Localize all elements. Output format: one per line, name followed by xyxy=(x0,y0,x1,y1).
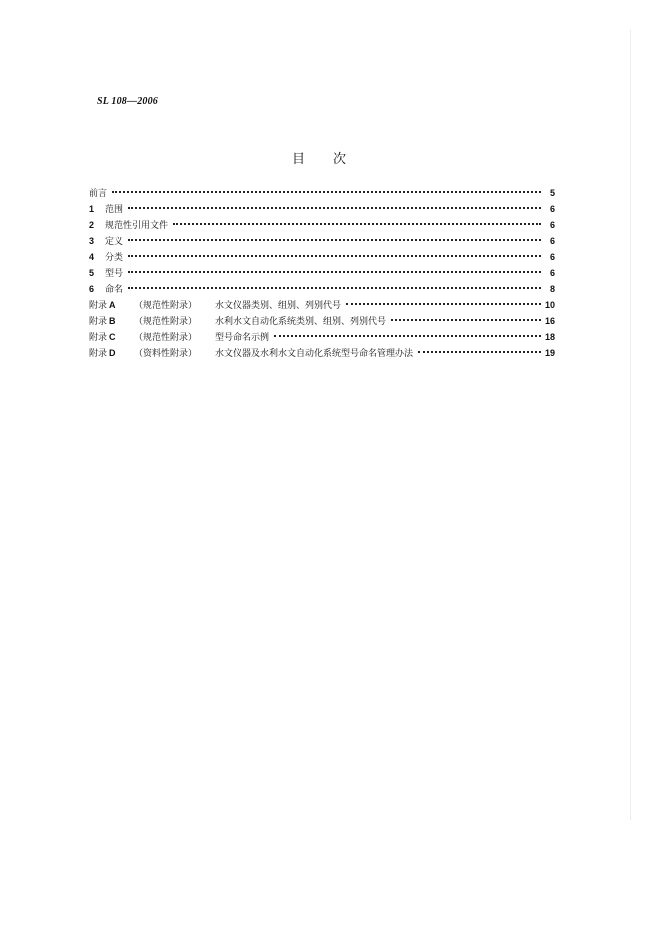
toc-entry-text: 分类 xyxy=(105,253,124,263)
toc-entry-appendix-c[interactable] xyxy=(89,329,555,345)
toc-entry-appendix-d[interactable] xyxy=(89,345,555,361)
document-code: SL 108—2006 xyxy=(97,96,158,107)
page-edge-divider xyxy=(630,30,631,820)
toc-page-number: 16 xyxy=(544,316,555,326)
dot-leader xyxy=(112,191,541,193)
toc-section-number: 5 xyxy=(89,268,95,278)
table-of-contents xyxy=(89,185,555,361)
toc-entry-text: 范围 xyxy=(105,205,124,215)
appendix-label: 附录 D xyxy=(89,348,116,359)
toc-page-number: 6 xyxy=(549,204,555,214)
toc-entry-appendix-b[interactable] xyxy=(89,313,555,329)
toc-entry-text: 型号命名示例 xyxy=(215,333,270,343)
toc-entry-text: 水文仪器类别、组别、列别代号 xyxy=(215,301,342,311)
toc-entry-text: 水文仪器及水利水文自动化系统型号命名管理办法 xyxy=(215,349,414,359)
toc-entry-1[interactable] xyxy=(89,201,555,217)
toc-page-number: 6 xyxy=(549,220,555,230)
toc-entry-3[interactable] xyxy=(89,233,555,249)
toc-entry-text: 前言 xyxy=(89,189,108,199)
toc-title: 目次 xyxy=(292,152,375,167)
toc-entry-text: 定义 xyxy=(105,237,124,247)
toc-page-number: 6 xyxy=(549,268,555,278)
dot-leader xyxy=(128,239,541,241)
toc-page-number: 10 xyxy=(544,300,555,310)
dot-leader xyxy=(128,287,541,289)
toc-entry-text: 型号 xyxy=(105,269,124,279)
dot-leader xyxy=(391,319,541,321)
toc-section-number: 3 xyxy=(89,236,95,246)
toc-entry-2[interactable] xyxy=(89,217,555,233)
toc-section-number: 1 xyxy=(89,204,95,214)
toc-page-number: 8 xyxy=(549,284,555,294)
appendix-type: （规范性附录） xyxy=(134,317,198,327)
toc-page-number: 18 xyxy=(544,332,555,342)
toc-entry-foreword[interactable] xyxy=(89,185,555,201)
dot-leader xyxy=(173,223,541,225)
dot-leader xyxy=(346,303,541,305)
dot-leader xyxy=(274,335,541,337)
dot-leader xyxy=(128,255,541,257)
appendix-label: 附录 B xyxy=(89,316,116,327)
toc-page-number: 6 xyxy=(549,236,555,246)
appendix-type: （规范性附录） xyxy=(134,301,198,311)
dot-leader xyxy=(418,351,541,353)
toc-entry-5[interactable] xyxy=(89,265,555,281)
toc-entry-6[interactable] xyxy=(89,281,555,297)
toc-entry-text: 水利水文自动化系统类别、组别、列别代号 xyxy=(215,317,387,327)
dot-leader xyxy=(128,207,541,209)
toc-entry-appendix-a[interactable] xyxy=(89,297,555,313)
appendix-type: （资料性附录） xyxy=(134,349,198,359)
toc-entry-text: 命名 xyxy=(105,285,124,295)
toc-entry-text: 规范性引用文件 xyxy=(105,221,169,231)
dot-leader xyxy=(128,271,541,273)
toc-entry-4[interactable] xyxy=(89,249,555,265)
appendix-label: 附录 A xyxy=(89,300,116,311)
toc-page-number: 6 xyxy=(549,252,555,262)
toc-section-number: 4 xyxy=(89,252,95,262)
toc-page-number: 19 xyxy=(544,348,555,358)
appendix-label: 附录 C xyxy=(89,332,116,343)
appendix-type: （规范性附录） xyxy=(134,333,198,343)
toc-section-number: 6 xyxy=(89,284,95,294)
toc-section-number: 2 xyxy=(89,220,95,230)
toc-page-number: 5 xyxy=(549,188,555,198)
